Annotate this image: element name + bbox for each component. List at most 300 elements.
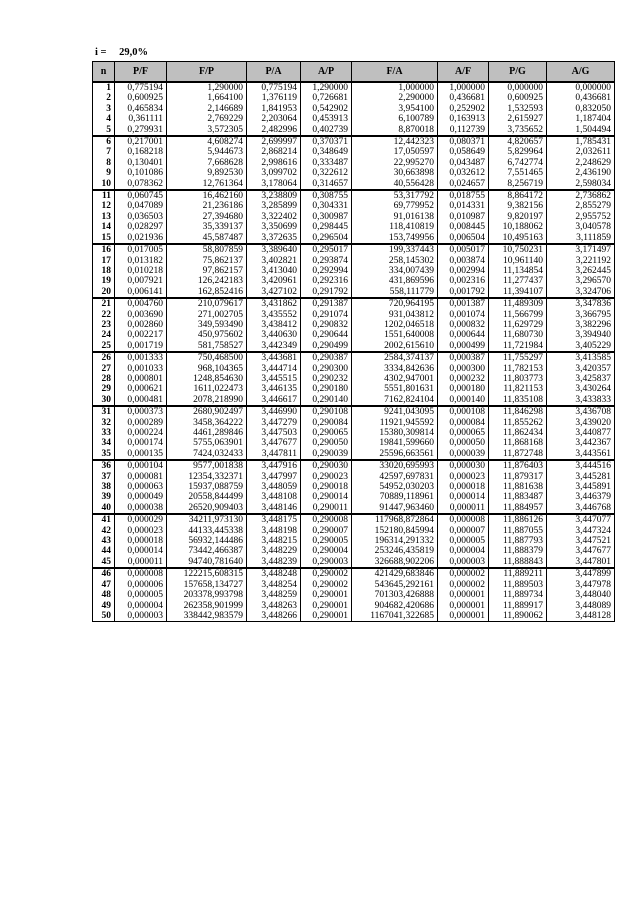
factor-cell: 30,663898 [352, 168, 438, 178]
factor-cell: 0,032612 [438, 168, 489, 178]
table-header [93, 62, 615, 83]
factor-cell: 3,447997 [247, 472, 301, 482]
factor-cell: 3,448259 [247, 590, 301, 600]
factor-cell: 0,001792 [438, 287, 489, 298]
factor-cell: 3,111859 [547, 233, 615, 244]
table-row [93, 590, 615, 600]
factor-cell: 0,000005 [438, 536, 489, 546]
factor-cell: 152180,845994 [352, 526, 438, 536]
period-cell: 26 [93, 352, 115, 363]
factor-cell: 11,881638 [489, 482, 547, 492]
factor-cell: 750,468500 [167, 352, 247, 363]
factor-cell: 0,000004 [438, 546, 489, 556]
factor-cell: 338442,983579 [167, 611, 247, 622]
table-row [93, 341, 615, 352]
factor-cell: 0,290065 [301, 428, 352, 438]
factor-cell: 3,442349 [247, 341, 301, 352]
factor-cell: 0,002860 [115, 320, 167, 330]
factor-cell: 1,290000 [301, 82, 352, 93]
factor-cell: 1,664100 [167, 93, 247, 103]
factor-cell: 11,889734 [489, 590, 547, 600]
factor-cell: 3,425837 [547, 374, 615, 384]
factor-cell: 0,279931 [115, 125, 167, 136]
table-row [93, 406, 615, 417]
period-cell: 19 [93, 276, 115, 286]
factor-cell: 0,290050 [301, 438, 352, 448]
table-row [93, 136, 615, 147]
factor-cell: 0,163913 [438, 114, 489, 124]
factor-cell: 0,000030 [438, 460, 489, 471]
factor-cell: 0,252902 [438, 104, 489, 114]
factor-cell: 3,438412 [247, 320, 301, 330]
period-cell: 40 [93, 503, 115, 514]
factor-cell: 11,721984 [489, 341, 547, 352]
factor-cell: 3,446379 [547, 492, 615, 502]
factor-cell: 0,542902 [301, 104, 352, 114]
factor-cell: 10,188062 [489, 222, 547, 232]
table-row [93, 472, 615, 482]
factor-cell: 3,447801 [547, 557, 615, 568]
factor-cell: 6,100789 [352, 114, 438, 124]
factor-cell: 0,000621 [115, 384, 167, 394]
factor-cell: 3,445891 [547, 482, 615, 492]
period-cell: 10 [93, 179, 115, 190]
factor-cell: 0,726681 [301, 93, 352, 103]
column-header: n [93, 62, 115, 83]
table-row [93, 147, 615, 157]
factor-cell: 157658,134727 [167, 580, 247, 590]
factor-cell: 1,376119 [247, 93, 301, 103]
factor-cell: 6,742774 [489, 158, 547, 168]
factor-cell: 0,000108 [438, 406, 489, 417]
factor-cell: 3,448198 [247, 526, 301, 536]
table-row [93, 352, 615, 363]
factor-cell: 3,447899 [547, 568, 615, 579]
factor-cell: 17,050597 [352, 147, 438, 157]
factor-cell: 0,112739 [438, 125, 489, 136]
factor-cell: 334,007439 [352, 266, 438, 276]
factor-cell: 11,888843 [489, 557, 547, 568]
factor-cell: 2,868214 [247, 147, 301, 157]
factor-cell: 349,593490 [167, 320, 247, 330]
factor-cell: 11,872748 [489, 449, 547, 460]
factor-cell: 3,448089 [547, 601, 615, 611]
factor-cell: 4,608274 [167, 136, 247, 147]
factor-cell: 0,000104 [115, 460, 167, 471]
factor-cell: 3,448248 [247, 568, 301, 579]
table-row [93, 330, 615, 340]
factor-cell: 15937,088759 [167, 482, 247, 492]
factor-cell: 11,846298 [489, 406, 547, 417]
factor-cell: 42597,697831 [352, 472, 438, 482]
factor-cell: 11,803773 [489, 374, 547, 384]
factor-cell: 0,290232 [301, 374, 352, 384]
factor-cell: 0,047089 [115, 201, 167, 211]
factor-cell: 3,447503 [247, 428, 301, 438]
factor-cell: 0,290030 [301, 460, 352, 471]
factor-cell: 2,736862 [547, 190, 615, 201]
factor-cell: 0,290003 [301, 557, 352, 568]
factor-cell: 2002,615610 [352, 341, 438, 352]
factor-cell: 0,005017 [438, 244, 489, 255]
table-row [93, 158, 615, 168]
factor-cell: 11,889211 [489, 568, 547, 579]
factor-cell: 0,290007 [301, 526, 352, 536]
period-cell: 8 [93, 158, 115, 168]
factor-cell: 0,314657 [301, 179, 352, 190]
period-cell: 20 [93, 287, 115, 298]
factor-cell: 3,448263 [247, 601, 301, 611]
factor-cell: 2584,374137 [352, 352, 438, 363]
factor-cell: 0,000174 [115, 438, 167, 448]
factor-cell: 0,348649 [301, 147, 352, 157]
table-row [93, 526, 615, 536]
factor-cell: 11,566799 [489, 310, 547, 320]
factor-cell: 0,018755 [438, 190, 489, 201]
factor-cell: 0,290023 [301, 472, 352, 482]
period-cell: 41 [93, 514, 115, 525]
factor-cell: 1,290000 [167, 82, 247, 93]
period-cell: 42 [93, 526, 115, 536]
factor-cell: 0,000373 [115, 406, 167, 417]
factor-cell: 0,000140 [438, 395, 489, 406]
factor-cell: 0,001074 [438, 310, 489, 320]
factor-cell: 3,405229 [547, 341, 615, 352]
factor-cell: 3,171497 [547, 244, 615, 255]
factor-cell: 5551,801631 [352, 384, 438, 394]
table-row [93, 428, 615, 438]
factor-cell: 3,448146 [247, 503, 301, 514]
interest-factor-table [92, 61, 615, 622]
factor-cell: 0,000065 [438, 428, 489, 438]
factor-cell: 2,436190 [547, 168, 615, 178]
factor-cell: 3,389640 [247, 244, 301, 255]
period-cell: 46 [93, 568, 115, 579]
factor-cell: 0,002316 [438, 276, 489, 286]
factor-cell: 3,413585 [547, 352, 615, 363]
factor-cell: 0,298445 [301, 222, 352, 232]
factor-cell: 11,889503 [489, 580, 547, 590]
factor-cell: 4,820657 [489, 136, 547, 147]
period-cell: 48 [93, 590, 115, 600]
factor-cell: 0,028297 [115, 222, 167, 232]
factor-cell: 3,443561 [547, 449, 615, 460]
table-row [93, 601, 615, 611]
factor-cell: 253246,435819 [352, 546, 438, 556]
factor-cell: 0,017005 [115, 244, 167, 255]
factor-cell: 3,447677 [547, 546, 615, 556]
table-row [93, 233, 615, 244]
factor-cell: 7424,032433 [167, 449, 247, 460]
factor-cell: 126,242183 [167, 276, 247, 286]
factor-cell: 4461,289846 [167, 428, 247, 438]
column-header: A/F [438, 62, 489, 83]
factor-cell: 3,447811 [247, 449, 301, 460]
factor-cell: 3,436708 [547, 406, 615, 417]
factor-cell: 196314,291332 [352, 536, 438, 546]
factor-cell: 0,000481 [115, 395, 167, 406]
factor-cell: 3,238809 [247, 190, 301, 201]
factor-cell: 0,775194 [247, 82, 301, 93]
factor-cell: 0,001719 [115, 341, 167, 352]
factor-cell: 0,006141 [115, 287, 167, 298]
factor-cell: 12354,332371 [167, 472, 247, 482]
factor-cell: 3,446135 [247, 384, 301, 394]
factor-cell: 3,439020 [547, 418, 615, 428]
table-row [93, 320, 615, 330]
table-row [93, 364, 615, 374]
factor-cell: 2,699997 [247, 136, 301, 147]
factor-cell: 8,864172 [489, 190, 547, 201]
factor-cell: 0,080371 [438, 136, 489, 147]
factor-cell: 0,006504 [438, 233, 489, 244]
table-row [93, 546, 615, 556]
table-row [93, 580, 615, 590]
factor-cell: 15380,309814 [352, 428, 438, 438]
factor-cell: 720,964195 [352, 298, 438, 309]
factor-cell: 0,000135 [115, 449, 167, 460]
factor-cell: 0,361111 [115, 114, 167, 124]
factor-cell: 0,000014 [438, 492, 489, 502]
period-cell: 2 [93, 93, 115, 103]
period-cell: 14 [93, 222, 115, 232]
factor-cell: 0,290004 [301, 546, 352, 556]
period-cell: 11 [93, 190, 115, 201]
factor-cell: 0,292316 [301, 276, 352, 286]
factor-cell: 11,868168 [489, 438, 547, 448]
factor-cell: 75,862137 [167, 256, 247, 266]
factor-cell: 0,295017 [301, 244, 352, 255]
factor-cell: 0,036503 [115, 212, 167, 222]
factor-cell: 3,444714 [247, 364, 301, 374]
factor-cell: 1,532593 [489, 104, 547, 114]
factor-cell: 0,296504 [301, 233, 352, 244]
factor-cell: 3,372635 [247, 233, 301, 244]
period-cell: 5 [93, 125, 115, 136]
factor-cell: 3,448059 [247, 482, 301, 492]
factor-cell: 0,290002 [301, 568, 352, 579]
factor-cell: 0,293874 [301, 256, 352, 266]
factor-cell: 118,410819 [352, 222, 438, 232]
factor-cell: 0,832050 [547, 104, 615, 114]
factor-cell: 3,430264 [547, 384, 615, 394]
factor-cell: 558,111779 [352, 287, 438, 298]
factor-cell: 0,000081 [115, 472, 167, 482]
period-cell: 17 [93, 256, 115, 266]
factor-cell: 3,448108 [247, 492, 301, 502]
factor-cell: 1202,046518 [352, 320, 438, 330]
factor-cell: 210,079617 [167, 298, 247, 309]
factor-cell: 2,146689 [167, 104, 247, 114]
factor-cell: 5755,063901 [167, 438, 247, 448]
factor-cell: 0,004760 [115, 298, 167, 309]
factor-cell: 0,000644 [438, 330, 489, 340]
factor-cell: 11,887055 [489, 526, 547, 536]
factor-cell: 2,998616 [247, 158, 301, 168]
factor-cell: 0,000002 [438, 568, 489, 579]
factor-cell: 0,000029 [115, 514, 167, 525]
table-row [93, 222, 615, 232]
factor-cell: 3,447677 [247, 438, 301, 448]
period-cell: 31 [93, 406, 115, 417]
factor-cell: 0,402739 [301, 125, 352, 136]
factor-cell: 3,448254 [247, 580, 301, 590]
factor-cell: 3,040578 [547, 222, 615, 232]
table-row [93, 374, 615, 384]
table-row [93, 492, 615, 502]
table-row [93, 114, 615, 124]
factor-cell: 0,000001 [438, 611, 489, 622]
factor-cell: 0,003690 [115, 310, 167, 320]
factor-cell: 19841,599660 [352, 438, 438, 448]
table-row [93, 104, 615, 114]
factor-cell: 3,402821 [247, 256, 301, 266]
factor-cell: 3,954100 [352, 104, 438, 114]
factor-cell: 450,975602 [167, 330, 247, 340]
factor-cell: 9,892530 [167, 168, 247, 178]
table-row [93, 212, 615, 222]
factor-cell: 122215,608315 [167, 568, 247, 579]
factor-cell: 91447,963460 [352, 503, 438, 514]
factor-cell: 11,889917 [489, 601, 547, 611]
period-cell: 45 [93, 557, 115, 568]
factor-cell: 0,000232 [438, 374, 489, 384]
factor-cell: 0,000387 [438, 352, 489, 363]
factor-cell: 3,444516 [547, 460, 615, 471]
factor-cell: 9,820197 [489, 212, 547, 222]
factor-cell: 22,995270 [352, 158, 438, 168]
factor-cell: 40,556428 [352, 179, 438, 190]
factor-cell: 0,000224 [115, 428, 167, 438]
factor-cell: 58,807859 [167, 244, 247, 255]
factor-cell: 3,440630 [247, 330, 301, 340]
factor-cell: 0,322612 [301, 168, 352, 178]
factor-cell: 8,256719 [489, 179, 547, 190]
factor-cell: 2,955752 [547, 212, 615, 222]
factor-cell: 3,435552 [247, 310, 301, 320]
factor-cell: 11,886126 [489, 514, 547, 525]
factor-cell: 0,001033 [115, 364, 167, 374]
factor-cell: 0,168218 [115, 147, 167, 157]
factor-cell: 11,629729 [489, 320, 547, 330]
table-row [93, 310, 615, 320]
factor-cell: 3458,364222 [167, 418, 247, 428]
factor-cell: 11,134854 [489, 266, 547, 276]
factor-cell: 3,447279 [247, 418, 301, 428]
factor-cell: 0,308755 [301, 190, 352, 201]
factor-cell: 11,887793 [489, 536, 547, 546]
factor-cell: 0,000000 [547, 82, 615, 93]
factor-cell: 0,290300 [301, 364, 352, 374]
factor-cell: 11,888379 [489, 546, 547, 556]
factor-cell: 271,002705 [167, 310, 247, 320]
factor-cell: 3,446617 [247, 395, 301, 406]
table-row [93, 266, 615, 276]
table-row [93, 611, 615, 622]
factor-cell: 0,304331 [301, 201, 352, 211]
table-row [93, 179, 615, 190]
factor-cell: 35,339137 [167, 222, 247, 232]
factor-cell: 3,448215 [247, 536, 301, 546]
factor-cell: 3,347836 [547, 298, 615, 309]
factor-cell: 0,290084 [301, 418, 352, 428]
interest-rate-label [95, 47, 148, 58]
factor-cell: 94740,781640 [167, 557, 247, 568]
factor-cell: 20558,844499 [167, 492, 247, 502]
factor-cell: 701303,426888 [352, 590, 438, 600]
factor-cell: 0,000289 [115, 418, 167, 428]
factor-cell: 2078,218990 [167, 395, 247, 406]
factor-cell: 0,000049 [115, 492, 167, 502]
factor-cell: 0,000023 [438, 472, 489, 482]
factor-cell: 326688,902206 [352, 557, 438, 568]
period-cell: 49 [93, 601, 115, 611]
factor-cell: 0,290499 [301, 341, 352, 352]
factor-cell: 70889,118961 [352, 492, 438, 502]
factor-cell: 2,482996 [247, 125, 301, 136]
factor-cell: 0,058649 [438, 147, 489, 157]
factor-cell: 11,821153 [489, 384, 547, 394]
factor-cell: 12,761364 [167, 179, 247, 190]
table-row [93, 460, 615, 471]
factor-cell: 53,317792 [352, 190, 438, 201]
table-row [93, 438, 615, 448]
factor-cell: 0,436681 [547, 93, 615, 103]
factor-cell: 0,436681 [438, 93, 489, 103]
factor-cell: 54952,030203 [352, 482, 438, 492]
factor-cell: 3,448175 [247, 514, 301, 525]
factor-cell: 3,382296 [547, 320, 615, 330]
table-row [93, 449, 615, 460]
table-row [93, 287, 615, 298]
factor-cell: 1,841953 [247, 104, 301, 114]
factor-cell: 0,000084 [438, 418, 489, 428]
period-cell: 13 [93, 212, 115, 222]
factor-cell: 0,290008 [301, 514, 352, 525]
factor-cell: 0,600925 [489, 93, 547, 103]
factor-cell: 2680,902497 [167, 406, 247, 417]
period-cell: 4 [93, 114, 115, 124]
factor-cell: 3,442367 [547, 438, 615, 448]
factor-cell: 0,000180 [438, 384, 489, 394]
factor-cell: 3,448266 [247, 611, 301, 622]
factor-cell: 0,291792 [301, 287, 352, 298]
factor-cell: 0,000000 [489, 82, 547, 93]
factor-cell: 162,852416 [167, 287, 247, 298]
factor-cell: 931,043812 [352, 310, 438, 320]
period-cell: 28 [93, 374, 115, 384]
factor-cell: 0,008445 [438, 222, 489, 232]
factor-cell: 0,000499 [438, 341, 489, 352]
factor-cell: 1248,854630 [167, 374, 247, 384]
factor-cell: 1551,640008 [352, 330, 438, 340]
period-cell: 12 [93, 201, 115, 211]
factor-cell: 3,448128 [547, 611, 615, 622]
factor-cell: 9577,001838 [167, 460, 247, 471]
factor-cell: 0,002994 [438, 266, 489, 276]
period-cell: 44 [93, 546, 115, 556]
factor-cell: 5,944673 [167, 147, 247, 157]
factor-cell: 0,000063 [115, 482, 167, 492]
factor-cell: 11921,945592 [352, 418, 438, 428]
factor-cell: 3,322402 [247, 212, 301, 222]
column-header: P/F [115, 62, 167, 83]
period-cell: 27 [93, 364, 115, 374]
factor-cell: 0,130401 [115, 158, 167, 168]
factor-cell: 0,078362 [115, 179, 167, 190]
factor-cell: 0,217001 [115, 136, 167, 147]
factor-cell: 0,290001 [301, 611, 352, 622]
